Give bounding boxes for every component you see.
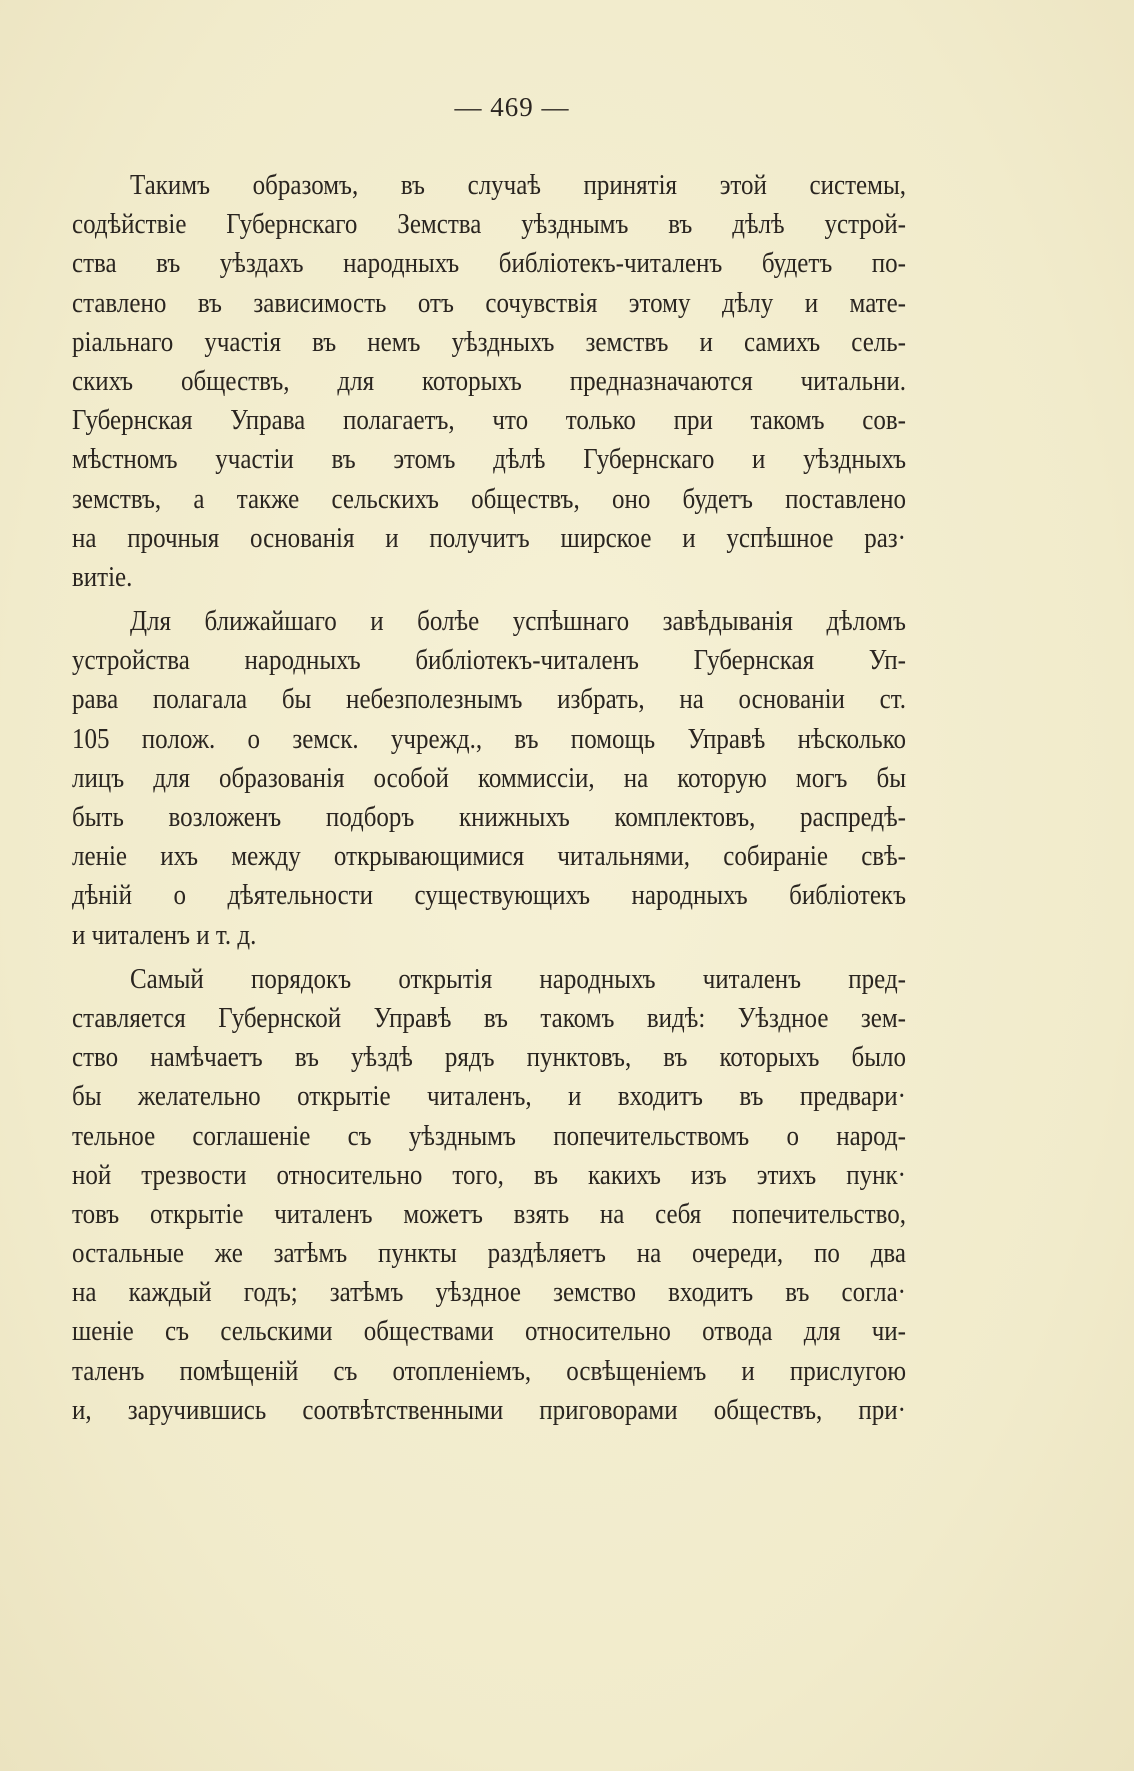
text-line: на каждый годъ; затѣмъ уѣздное земство входитъ въ согла· (72, 1277, 906, 1308)
text-line: быть возложенъ подборъ книжныхъ комплектовъ, распредѣ- (72, 802, 906, 833)
text-line: на прочныя основанія и получитъ ширское и успѣшное раз· (72, 523, 906, 554)
text-line: и, заручившись соотвѣтственными приговорами обществъ, при· (72, 1395, 906, 1426)
text-line: 105 полож. о земск. учрежд., въ помощь Управѣ нѣсколько (72, 723, 906, 755)
text-line: дѣній о дѣятельности существующихъ народныхъ библіотекъ (72, 880, 906, 911)
text-line: ство намѣчаетъ въ уѣздѣ рядъ пунктовъ, въ которыхъ было (72, 1042, 906, 1073)
text-line: лицъ для образованія особой коммиссіи, на которую могъ бы (72, 763, 906, 794)
text-line: тельное соглашеніе съ уѣзднымъ попечительствомъ о народ- (72, 1120, 906, 1152)
text-line: витіе. (72, 562, 133, 593)
text-line: ной трезвости относительно того, въ какихъ изъ этихъ пунк· (72, 1160, 906, 1191)
text-line: ства въ уѣздахъ народныхъ библіотекъ-читаленъ будетъ по- (72, 248, 906, 279)
text-line: Для ближайшаго и болѣе успѣшнаго завѣдыванія дѣломъ (130, 606, 906, 637)
text-line: земствъ, а также сельскихъ обществъ, оно будетъ поставлено (72, 483, 906, 515)
text-line: товъ открытіе читаленъ можетъ взять на себя попечительство, (72, 1199, 906, 1230)
paragraph (72, 602, 906, 955)
text-line: бы желательно открытіе читаленъ, и входитъ въ предвари· (72, 1081, 906, 1112)
text-line: ставлено въ зависимость отъ сочувствія этому дѣлу и мате- (72, 287, 906, 319)
body-text (72, 166, 906, 1435)
text-line: Губернская Управа полагаетъ, что только при такомъ сов- (72, 405, 906, 436)
paragraph (72, 960, 906, 1430)
text-line: леніе ихъ между открывающимися читальнями, собираніе свѣ- (72, 841, 906, 872)
text-line: устройства народныхъ библіотекъ-читаленъ Губернская Уп- (72, 645, 906, 676)
page-number: — 469 — (454, 92, 570, 122)
text-line: шеніе съ сельскими обществами относительно отвода для чи- (72, 1316, 906, 1348)
text-line: мѣстномъ участіи въ этомъ дѣлѣ Губернскаго и уѣздныхъ (72, 444, 906, 475)
text-line: и читаленъ и т. д. (72, 919, 257, 951)
text-line: ставляется Губернской Управѣ въ такомъ видѣ: Уѣздное зем- (72, 1003, 906, 1034)
text-line: ріальнаго участія въ немъ уѣздныхъ земствъ и самихъ сель- (72, 327, 906, 358)
text-line: содѣйствіе Губернскаго Земства уѣзднымъ въ дѣлѣ устрой- (72, 209, 906, 240)
text-line: рава полагала бы небезполезнымъ избрать, на основаніи ст. (72, 684, 906, 716)
text-line: остальные же затѣмъ пункты раздѣляетъ на очереди, по два (72, 1238, 906, 1269)
text-line: скихъ обществъ, для которыхъ предназначаются читальни. (72, 366, 906, 397)
paragraph (72, 166, 906, 597)
text-line: таленъ помѣщеній съ отопленіемъ, освѣщеніемъ и прислугою (72, 1355, 906, 1387)
text-line: Такимъ образомъ, въ случаѣ принятія этой системы, (130, 170, 906, 201)
text-line: Самый порядокъ открытія народныхъ читаленъ пред- (130, 964, 906, 995)
